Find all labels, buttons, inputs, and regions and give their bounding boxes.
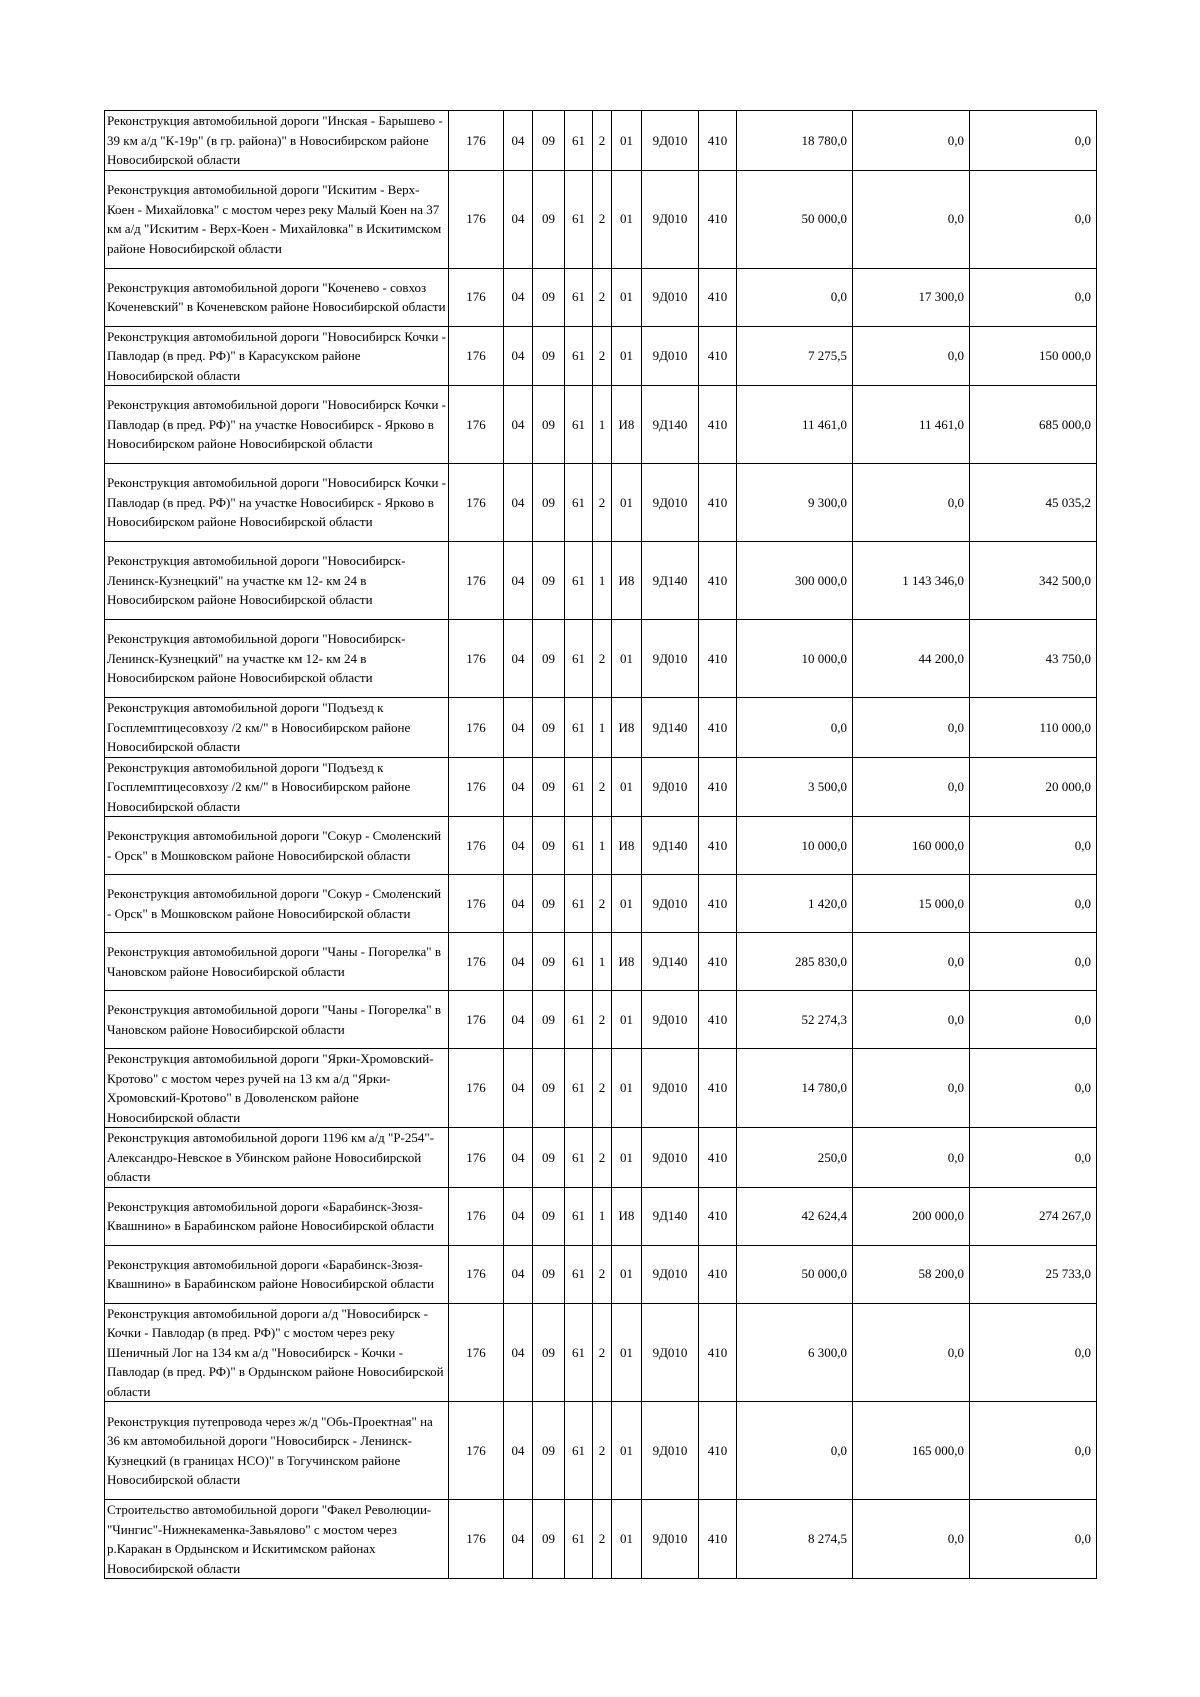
table-row bbox=[105, 1402, 1097, 1500]
project-name-cell: Реконструкция автомобильной дороги "Новосибирск Кочки - Павлодар (в пред. РФ)" на участке Новосибирск - Ярково в Новосибирском районе Новосибирской области bbox=[105, 386, 449, 464]
program-code-cell: 61 bbox=[565, 170, 593, 268]
measure-code-cell: И8 bbox=[612, 817, 642, 875]
program-code-cell: 61 bbox=[565, 991, 593, 1049]
ministry-code-cell: 176 bbox=[449, 1303, 504, 1402]
subprogram-code-cell: 2 bbox=[593, 757, 612, 817]
amount-year1-cell: 50 000,0 bbox=[737, 1245, 853, 1303]
subprogram-code-cell: 2 bbox=[593, 326, 612, 386]
amount-year1-cell: 10 000,0 bbox=[737, 620, 853, 698]
project-name-cell: Реконструкция автомобильной дороги "Чаны - Погорелка" в Чановском районе Новосибирской области bbox=[105, 933, 449, 991]
amount-year3-cell: 0,0 bbox=[970, 1128, 1097, 1188]
amount-year2-cell: 58 200,0 bbox=[853, 1245, 970, 1303]
subprogram-code-cell: 2 bbox=[593, 111, 612, 171]
ministry-code-cell: 176 bbox=[449, 542, 504, 620]
subsection-code-cell: 09 bbox=[533, 875, 565, 933]
measure-code-cell: И8 bbox=[612, 542, 642, 620]
subprogram-code-cell: 2 bbox=[593, 1128, 612, 1188]
expense-type-code-cell: 410 bbox=[699, 464, 737, 542]
subprogram-code-cell: 2 bbox=[593, 875, 612, 933]
project-name-cell: Реконструкция автомобильной дороги «Барабинск-Зюзя-Квашнино» в Барабинском районе Новосибирской области bbox=[105, 1187, 449, 1245]
section-code-cell: 04 bbox=[504, 1128, 533, 1188]
ministry-code-cell: 176 bbox=[449, 1128, 504, 1188]
amount-year1-cell: 250,0 bbox=[737, 1128, 853, 1188]
amount-year2-cell: 0,0 bbox=[853, 326, 970, 386]
direction-code-cell: 9Д140 bbox=[642, 933, 699, 991]
program-code-cell: 61 bbox=[565, 817, 593, 875]
direction-code-cell: 9Д140 bbox=[642, 817, 699, 875]
expense-type-code-cell: 410 bbox=[699, 875, 737, 933]
expense-type-code-cell: 410 bbox=[699, 326, 737, 386]
direction-code-cell: 9Д010 bbox=[642, 1402, 699, 1500]
table-row bbox=[105, 170, 1097, 268]
project-name-cell: Реконструкция автомобильной дороги "Искитим - Верх-Коен - Михайловка" с мостом через реку Малый Коен на 37 км а/д "Искитим - Верх-Коен - Михайловка" в Искитимском районе Новосибирской области bbox=[105, 170, 449, 268]
table-row bbox=[105, 1128, 1097, 1188]
amount-year2-cell: 0,0 bbox=[853, 464, 970, 542]
amount-year2-cell: 0,0 bbox=[853, 1303, 970, 1402]
project-name-cell: Реконструкция автомобильной дороги "Новосибирск-Ленинск-Кузнецкий" на участке км 12- км 24 в Новосибирском районе Новосибирской области bbox=[105, 542, 449, 620]
amount-year2-cell: 0,0 bbox=[853, 698, 970, 758]
direction-code-cell: 9Д010 bbox=[642, 620, 699, 698]
measure-code-cell: 01 bbox=[612, 757, 642, 817]
amount-year2-cell: 11 461,0 bbox=[853, 386, 970, 464]
subprogram-code-cell: 2 bbox=[593, 170, 612, 268]
amount-year2-cell: 0,0 bbox=[853, 1500, 970, 1579]
expense-type-code-cell: 410 bbox=[699, 620, 737, 698]
amount-year1-cell: 300 000,0 bbox=[737, 542, 853, 620]
table-row bbox=[105, 1500, 1097, 1579]
direction-code-cell: 9Д010 bbox=[642, 1049, 699, 1128]
subprogram-code-cell: 2 bbox=[593, 464, 612, 542]
program-code-cell: 61 bbox=[565, 326, 593, 386]
amount-year2-cell: 0,0 bbox=[853, 1128, 970, 1188]
section-code-cell: 04 bbox=[504, 1049, 533, 1128]
subsection-code-cell: 09 bbox=[533, 1128, 565, 1188]
expense-type-code-cell: 410 bbox=[699, 933, 737, 991]
subsection-code-cell: 09 bbox=[533, 1303, 565, 1402]
subsection-code-cell: 09 bbox=[533, 268, 565, 326]
amount-year1-cell: 18 780,0 bbox=[737, 111, 853, 171]
section-code-cell: 04 bbox=[504, 991, 533, 1049]
table-row bbox=[105, 698, 1097, 758]
direction-code-cell: 9Д010 bbox=[642, 170, 699, 268]
project-name-cell: Строительство автомобильной дороги "Факел Революции-"Чингис"-Нижнекаменка-Завьялово" с мостом через р.Каракан в Ордынском и Искитимском районах Новосибирской области bbox=[105, 1500, 449, 1579]
direction-code-cell: 9Д010 bbox=[642, 268, 699, 326]
program-code-cell: 61 bbox=[565, 698, 593, 758]
subprogram-code-cell: 2 bbox=[593, 1500, 612, 1579]
expense-type-code-cell: 410 bbox=[699, 1245, 737, 1303]
ministry-code-cell: 176 bbox=[449, 817, 504, 875]
ministry-code-cell: 176 bbox=[449, 268, 504, 326]
direction-code-cell: 9Д140 bbox=[642, 386, 699, 464]
amount-year1-cell: 1 420,0 bbox=[737, 875, 853, 933]
section-code-cell: 04 bbox=[504, 111, 533, 171]
amount-year3-cell: 43 750,0 bbox=[970, 620, 1097, 698]
subprogram-code-cell: 2 bbox=[593, 1049, 612, 1128]
project-name-cell: Реконструкция автомобильной дороги "Новосибирск-Ленинск-Кузнецкий" на участке км 12- км 24 в Новосибирском районе Новосибирской области bbox=[105, 620, 449, 698]
ministry-code-cell: 176 bbox=[449, 170, 504, 268]
subsection-code-cell: 09 bbox=[533, 991, 565, 1049]
program-code-cell: 61 bbox=[565, 875, 593, 933]
project-name-cell: Реконструкция автомобильной дороги "Ярки-Хромовский-Кротово" с мостом через ручей на 13 км а/д "Ярки-Хромовский-Кротово" в Доволенском районе Новосибирской области bbox=[105, 1049, 449, 1128]
expense-type-code-cell: 410 bbox=[699, 1402, 737, 1500]
amount-year1-cell: 14 780,0 bbox=[737, 1049, 853, 1128]
project-name-cell: Реконструкция автомобильной дороги "Новосибирск Кочки - Павлодар (в пред. РФ)" на участке Новосибирск - Ярково в Новосибирском районе Новосибирской области bbox=[105, 464, 449, 542]
program-code-cell: 61 bbox=[565, 464, 593, 542]
section-code-cell: 04 bbox=[504, 170, 533, 268]
amount-year2-cell: 15 000,0 bbox=[853, 875, 970, 933]
program-code-cell: 61 bbox=[565, 757, 593, 817]
section-code-cell: 04 bbox=[504, 1402, 533, 1500]
section-code-cell: 04 bbox=[504, 875, 533, 933]
expense-type-code-cell: 410 bbox=[699, 1303, 737, 1402]
expense-type-code-cell: 410 bbox=[699, 542, 737, 620]
amount-year1-cell: 0,0 bbox=[737, 1402, 853, 1500]
subsection-code-cell: 09 bbox=[533, 757, 565, 817]
direction-code-cell: 9Д010 bbox=[642, 875, 699, 933]
subsection-code-cell: 09 bbox=[533, 1500, 565, 1579]
direction-code-cell: 9Д010 bbox=[642, 1245, 699, 1303]
direction-code-cell: 9Д010 bbox=[642, 464, 699, 542]
amount-year3-cell: 342 500,0 bbox=[970, 542, 1097, 620]
section-code-cell: 04 bbox=[504, 620, 533, 698]
section-code-cell: 04 bbox=[504, 326, 533, 386]
measure-code-cell: 01 bbox=[612, 1303, 642, 1402]
project-name-cell: Реконструкция автомобильной дороги "Сокур - Смоленский - Орск" в Мошковском районе Новосибирской области bbox=[105, 875, 449, 933]
project-name-cell: Реконструкция автомобильной дороги "Чаны - Погорелка" в Чановском районе Новосибирской области bbox=[105, 991, 449, 1049]
amount-year3-cell: 25 733,0 bbox=[970, 1245, 1097, 1303]
subprogram-code-cell: 1 bbox=[593, 542, 612, 620]
ministry-code-cell: 176 bbox=[449, 1500, 504, 1579]
direction-code-cell: 9Д010 bbox=[642, 111, 699, 171]
section-code-cell: 04 bbox=[504, 1303, 533, 1402]
subprogram-code-cell: 1 bbox=[593, 698, 612, 758]
expense-type-code-cell: 410 bbox=[699, 1500, 737, 1579]
measure-code-cell: 01 bbox=[612, 1128, 642, 1188]
subsection-code-cell: 09 bbox=[533, 170, 565, 268]
measure-code-cell: 01 bbox=[612, 875, 642, 933]
amount-year1-cell: 6 300,0 bbox=[737, 1303, 853, 1402]
direction-code-cell: 9Д010 bbox=[642, 1500, 699, 1579]
direction-code-cell: 9Д140 bbox=[642, 542, 699, 620]
project-name-cell: Реконструкция автомобильной дороги "Сокур - Смоленский - Орск" в Мошковском районе Новосибирской области bbox=[105, 817, 449, 875]
amount-year3-cell: 274 267,0 bbox=[970, 1187, 1097, 1245]
table-row bbox=[105, 1303, 1097, 1402]
measure-code-cell: 01 bbox=[612, 326, 642, 386]
amount-year2-cell: 0,0 bbox=[853, 170, 970, 268]
amount-year1-cell: 0,0 bbox=[737, 268, 853, 326]
project-name-cell: Реконструкция путепровода через ж/д "Обь-Проектная" на 36 км автомобильной дороги "Новосибирск - Ленинск-Кузнецкий (в границах НСО)" в Тогучинском районе Новосибирской области bbox=[105, 1402, 449, 1500]
subsection-code-cell: 09 bbox=[533, 1402, 565, 1500]
program-code-cell: 61 bbox=[565, 1128, 593, 1188]
table-row bbox=[105, 386, 1097, 464]
amount-year3-cell: 20 000,0 bbox=[970, 757, 1097, 817]
expense-type-code-cell: 410 bbox=[699, 757, 737, 817]
project-name-cell: Реконструкция автомобильной дороги "Новосибирск Кочки - Павлодар (в пред. РФ)" в Карасукском районе Новосибирской области bbox=[105, 326, 449, 386]
amount-year3-cell: 685 000,0 bbox=[970, 386, 1097, 464]
section-code-cell: 04 bbox=[504, 757, 533, 817]
amount-year3-cell: 0,0 bbox=[970, 1303, 1097, 1402]
measure-code-cell: 01 bbox=[612, 1245, 642, 1303]
section-code-cell: 04 bbox=[504, 1187, 533, 1245]
amount-year2-cell: 1 143 346,0 bbox=[853, 542, 970, 620]
ministry-code-cell: 176 bbox=[449, 1049, 504, 1128]
subsection-code-cell: 09 bbox=[533, 464, 565, 542]
measure-code-cell: 01 bbox=[612, 111, 642, 171]
measure-code-cell: 01 bbox=[612, 464, 642, 542]
amount-year3-cell: 0,0 bbox=[970, 933, 1097, 991]
table-row bbox=[105, 933, 1097, 991]
subprogram-code-cell: 2 bbox=[593, 1303, 612, 1402]
ministry-code-cell: 176 bbox=[449, 991, 504, 1049]
program-code-cell: 61 bbox=[565, 933, 593, 991]
subsection-code-cell: 09 bbox=[533, 620, 565, 698]
subsection-code-cell: 09 bbox=[533, 542, 565, 620]
subprogram-code-cell: 2 bbox=[593, 620, 612, 698]
section-code-cell: 04 bbox=[504, 1500, 533, 1579]
project-name-cell: Реконструкция автомобильной дороги "Инская - Барышево - 39 км а/д "К-19р" (в гр. района)" в Новосибирском районе Новосибирской области bbox=[105, 111, 449, 171]
subsection-code-cell: 09 bbox=[533, 326, 565, 386]
subsection-code-cell: 09 bbox=[533, 1049, 565, 1128]
amount-year3-cell: 150 000,0 bbox=[970, 326, 1097, 386]
section-code-cell: 04 bbox=[504, 386, 533, 464]
amount-year2-cell: 0,0 bbox=[853, 111, 970, 171]
table-row bbox=[105, 1187, 1097, 1245]
direction-code-cell: 9Д010 bbox=[642, 991, 699, 1049]
expense-type-code-cell: 410 bbox=[699, 1187, 737, 1245]
program-code-cell: 61 bbox=[565, 1402, 593, 1500]
ministry-code-cell: 176 bbox=[449, 1402, 504, 1500]
amount-year1-cell: 42 624,4 bbox=[737, 1187, 853, 1245]
program-code-cell: 61 bbox=[565, 1187, 593, 1245]
table-row bbox=[105, 757, 1097, 817]
project-name-cell: Реконструкция автомобильной дороги "Коченево - совхоз Коченевский" в Коченевском районе Новосибирской области bbox=[105, 268, 449, 326]
amount-year2-cell: 200 000,0 bbox=[853, 1187, 970, 1245]
expense-type-code-cell: 410 bbox=[699, 1049, 737, 1128]
amount-year3-cell: 45 035,2 bbox=[970, 464, 1097, 542]
expense-type-code-cell: 410 bbox=[699, 817, 737, 875]
amount-year2-cell: 160 000,0 bbox=[853, 817, 970, 875]
subprogram-code-cell: 2 bbox=[593, 1402, 612, 1500]
amount-year1-cell: 10 000,0 bbox=[737, 817, 853, 875]
amount-year3-cell: 0,0 bbox=[970, 1500, 1097, 1579]
program-code-cell: 61 bbox=[565, 1049, 593, 1128]
ministry-code-cell: 176 bbox=[449, 464, 504, 542]
measure-code-cell: 01 bbox=[612, 1500, 642, 1579]
subsection-code-cell: 09 bbox=[533, 698, 565, 758]
section-code-cell: 04 bbox=[504, 542, 533, 620]
amount-year3-cell: 0,0 bbox=[970, 268, 1097, 326]
section-code-cell: 04 bbox=[504, 933, 533, 991]
section-code-cell: 04 bbox=[504, 698, 533, 758]
table-row bbox=[105, 268, 1097, 326]
measure-code-cell: И8 bbox=[612, 1187, 642, 1245]
measure-code-cell: 01 bbox=[612, 620, 642, 698]
project-name-cell: Реконструкция автомобильной дороги «Барабинск-Зюзя-Квашнино» в Барабинском районе Новосибирской области bbox=[105, 1245, 449, 1303]
amount-year3-cell: 0,0 bbox=[970, 1049, 1097, 1128]
ministry-code-cell: 176 bbox=[449, 326, 504, 386]
ministry-code-cell: 176 bbox=[449, 386, 504, 464]
project-name-cell: Реконструкция автомобильной дороги "Подъезд к Госплемптицесовхозу /2 км/" в Новосибирском районе Новосибирской области bbox=[105, 698, 449, 758]
subprogram-code-cell: 1 bbox=[593, 933, 612, 991]
measure-code-cell: И8 bbox=[612, 386, 642, 464]
project-name-cell: Реконструкция автомобильной дороги а/д "Новосибирск - Кочки - Павлодар (в пред. РФ)" с мостом через реку Шеничный Лог на 134 км а/д "Новосибирск - Кочки - Павлодар (в пред. РФ)" в Ордынском районе Новосибирской области bbox=[105, 1303, 449, 1402]
subsection-code-cell: 09 bbox=[533, 1245, 565, 1303]
expense-type-code-cell: 410 bbox=[699, 698, 737, 758]
project-name-cell: Реконструкция автомобильной дороги "Подъезд к Госплемптицесовхозу /2 км/" в Новосибирском районе Новосибирской области bbox=[105, 757, 449, 817]
section-code-cell: 04 bbox=[504, 464, 533, 542]
measure-code-cell: 01 bbox=[612, 268, 642, 326]
direction-code-cell: 9Д010 bbox=[642, 326, 699, 386]
amount-year2-cell: 0,0 bbox=[853, 1049, 970, 1128]
subprogram-code-cell: 1 bbox=[593, 817, 612, 875]
amount-year3-cell: 0,0 bbox=[970, 111, 1097, 171]
amount-year1-cell: 52 274,3 bbox=[737, 991, 853, 1049]
ministry-code-cell: 176 bbox=[449, 111, 504, 171]
amount-year1-cell: 50 000,0 bbox=[737, 170, 853, 268]
amount-year3-cell: 0,0 bbox=[970, 991, 1097, 1049]
table-row bbox=[105, 1245, 1097, 1303]
program-code-cell: 61 bbox=[565, 111, 593, 171]
subsection-code-cell: 09 bbox=[533, 933, 565, 991]
amount-year3-cell: 110 000,0 bbox=[970, 698, 1097, 758]
direction-code-cell: 9Д010 bbox=[642, 1128, 699, 1188]
ministry-code-cell: 176 bbox=[449, 933, 504, 991]
subsection-code-cell: 09 bbox=[533, 386, 565, 464]
program-code-cell: 61 bbox=[565, 620, 593, 698]
ministry-code-cell: 176 bbox=[449, 1187, 504, 1245]
expense-type-code-cell: 410 bbox=[699, 111, 737, 171]
table-row bbox=[105, 817, 1097, 875]
measure-code-cell: 01 bbox=[612, 1049, 642, 1128]
table-row bbox=[105, 542, 1097, 620]
program-code-cell: 61 bbox=[565, 386, 593, 464]
budget-table bbox=[104, 110, 1097, 1579]
direction-code-cell: 9Д010 bbox=[642, 757, 699, 817]
amount-year1-cell: 0,0 bbox=[737, 698, 853, 758]
amount-year1-cell: 9 300,0 bbox=[737, 464, 853, 542]
amount-year2-cell: 0,0 bbox=[853, 991, 970, 1049]
amount-year2-cell: 0,0 bbox=[853, 757, 970, 817]
section-code-cell: 04 bbox=[504, 817, 533, 875]
expense-type-code-cell: 410 bbox=[699, 386, 737, 464]
ministry-code-cell: 176 bbox=[449, 698, 504, 758]
program-code-cell: 61 bbox=[565, 1303, 593, 1402]
program-code-cell: 61 bbox=[565, 268, 593, 326]
ministry-code-cell: 176 bbox=[449, 620, 504, 698]
table-row bbox=[105, 111, 1097, 171]
subprogram-code-cell: 2 bbox=[593, 268, 612, 326]
amount-year3-cell: 0,0 bbox=[970, 170, 1097, 268]
amount-year2-cell: 0,0 bbox=[853, 933, 970, 991]
table-row bbox=[105, 991, 1097, 1049]
amount-year2-cell: 17 300,0 bbox=[853, 268, 970, 326]
expense-type-code-cell: 410 bbox=[699, 991, 737, 1049]
table-row bbox=[105, 326, 1097, 386]
table-row bbox=[105, 1049, 1097, 1128]
subprogram-code-cell: 1 bbox=[593, 1187, 612, 1245]
direction-code-cell: 9Д140 bbox=[642, 698, 699, 758]
measure-code-cell: 01 bbox=[612, 1402, 642, 1500]
project-name-cell: Реконструкция автомобильной дороги 1196 км а/д "Р-254"- Александро-Невское в Убинском районе Новосибирской области bbox=[105, 1128, 449, 1188]
expense-type-code-cell: 410 bbox=[699, 170, 737, 268]
ministry-code-cell: 176 bbox=[449, 875, 504, 933]
subsection-code-cell: 09 bbox=[533, 817, 565, 875]
program-code-cell: 61 bbox=[565, 1500, 593, 1579]
expense-type-code-cell: 410 bbox=[699, 268, 737, 326]
amount-year3-cell: 0,0 bbox=[970, 875, 1097, 933]
direction-code-cell: 9Д140 bbox=[642, 1187, 699, 1245]
amount-year1-cell: 285 830,0 bbox=[737, 933, 853, 991]
section-code-cell: 04 bbox=[504, 268, 533, 326]
program-code-cell: 61 bbox=[565, 1245, 593, 1303]
subprogram-code-cell: 1 bbox=[593, 386, 612, 464]
amount-year2-cell: 44 200,0 bbox=[853, 620, 970, 698]
amount-year1-cell: 7 275,5 bbox=[737, 326, 853, 386]
subsection-code-cell: 09 bbox=[533, 111, 565, 171]
amount-year3-cell: 0,0 bbox=[970, 817, 1097, 875]
direction-code-cell: 9Д010 bbox=[642, 1303, 699, 1402]
table-row bbox=[105, 875, 1097, 933]
ministry-code-cell: 176 bbox=[449, 1245, 504, 1303]
subsection-code-cell: 09 bbox=[533, 1187, 565, 1245]
amount-year1-cell: 3 500,0 bbox=[737, 757, 853, 817]
measure-code-cell: И8 bbox=[612, 698, 642, 758]
amount-year1-cell: 11 461,0 bbox=[737, 386, 853, 464]
ministry-code-cell: 176 bbox=[449, 757, 504, 817]
expense-type-code-cell: 410 bbox=[699, 1128, 737, 1188]
measure-code-cell: 01 bbox=[612, 170, 642, 268]
measure-code-cell: 01 bbox=[612, 991, 642, 1049]
amount-year3-cell: 0,0 bbox=[970, 1402, 1097, 1500]
amount-year2-cell: 165 000,0 bbox=[853, 1402, 970, 1500]
section-code-cell: 04 bbox=[504, 1245, 533, 1303]
subprogram-code-cell: 2 bbox=[593, 991, 612, 1049]
measure-code-cell: И8 bbox=[612, 933, 642, 991]
table-row bbox=[105, 464, 1097, 542]
amount-year1-cell: 8 274,5 bbox=[737, 1500, 853, 1579]
table-row bbox=[105, 620, 1097, 698]
subprogram-code-cell: 2 bbox=[593, 1245, 612, 1303]
program-code-cell: 61 bbox=[565, 542, 593, 620]
